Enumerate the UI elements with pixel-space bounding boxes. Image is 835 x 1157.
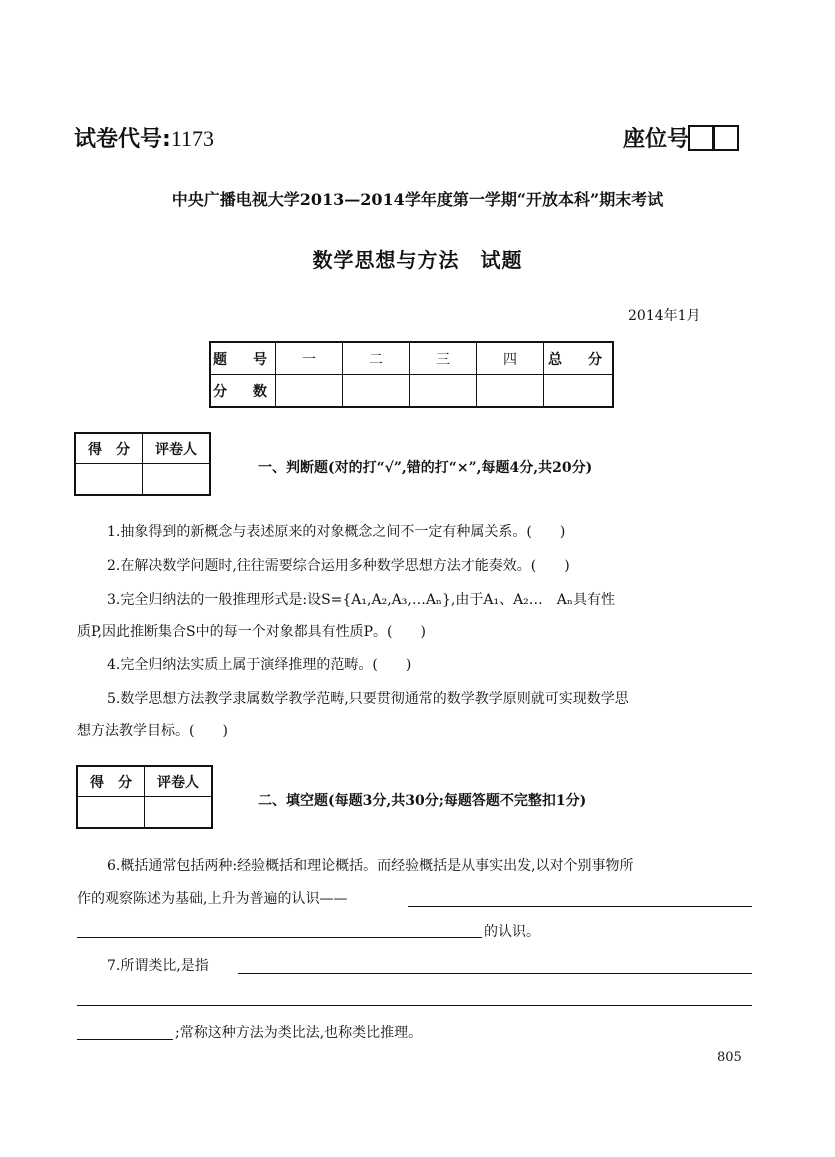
- seat-box-2: [713, 125, 739, 151]
- grader-name-cell[interactable]: [145, 797, 213, 829]
- score-table-row: [210, 375, 613, 408]
- answer-blank[interactable]: [238, 973, 752, 974]
- score-cell: 题 号: [210, 342, 276, 375]
- grader-box: [76, 765, 213, 829]
- question-3-line-2: 质P,因此推断集合S中的每一个对象都具有性质P。( ): [77, 624, 426, 640]
- grader-name-cell[interactable]: [143, 464, 211, 496]
- page-number: 805: [717, 1050, 742, 1065]
- question-6-line-1: 6.概括通常包括两种:经验概括和理论概括。而经验概括是从事实出发,以对个别事物所: [107, 858, 634, 874]
- paper-code-label: 试卷代号:: [74, 127, 171, 152]
- score-cell[interactable]: [343, 375, 410, 408]
- grader-score-label: 得 分: [77, 766, 145, 797]
- question-3-line-1: 3.完全归纳法的一般推理形式是:设S={A₁,A₂,A₃,…Aₙ},由于A₁、A₂… Aₙ具有性: [107, 592, 615, 608]
- seat-box-1: [688, 125, 714, 151]
- answer-blank[interactable]: [408, 906, 752, 907]
- grader-box: [74, 432, 211, 496]
- score-cell: 三: [410, 342, 477, 375]
- answer-blank[interactable]: [77, 1039, 173, 1040]
- score-cell[interactable]: [410, 375, 477, 408]
- score-cell: 二: [343, 342, 410, 375]
- exam-title: 数学思想与方法 试题: [312, 248, 523, 272]
- section-1-title: 一、判断题(对的打“√”,错的打“×”,每题4分,共20分): [258, 460, 593, 476]
- score-table-row: [210, 342, 613, 375]
- score-cell[interactable]: [477, 375, 544, 408]
- seat-label: 座位号: [623, 127, 690, 152]
- grader-score-cell[interactable]: [77, 797, 145, 829]
- question-6-line-3: 的认识。: [484, 924, 540, 940]
- question-4: 4.完全归纳法实质上属于演绎推理的范畴。( ): [107, 657, 412, 673]
- score-cell: 四: [477, 342, 544, 375]
- grader-score-label: 得 分: [75, 433, 143, 464]
- question-5-line-2: 想方法教学目标。( ): [77, 723, 228, 739]
- seat-number: [623, 122, 739, 153]
- score-cell[interactable]: [544, 375, 614, 408]
- score-table: [209, 341, 614, 408]
- answer-blank[interactable]: [77, 937, 482, 938]
- score-cell: 总 分: [544, 342, 614, 375]
- answer-blank[interactable]: [77, 1005, 752, 1006]
- score-cell: 一: [276, 342, 343, 375]
- question-1: 1.抽象得到的新概念与表述原来的对象概念之间不一定有种属关系。( ): [107, 524, 566, 540]
- grader-name-label: 评卷人: [143, 433, 211, 464]
- score-cell: 分 数: [210, 375, 276, 408]
- exam-date: 2014年1月: [628, 308, 701, 324]
- section-2-title: 二、填空题(每题3分,共30分;每题答题不完整扣1分): [258, 793, 587, 809]
- paper-code-value: 1173: [170, 126, 214, 151]
- university-line: 中央广播电视大学2013—2014学年度第一学期“开放本科”期末考试: [171, 190, 664, 209]
- paper-code: [74, 122, 214, 153]
- question-7-line-1: 7.所谓类比,是指: [107, 958, 209, 974]
- question-6-line-2: 作的观察陈述为基础,上升为普遍的认识——: [77, 891, 348, 907]
- grader-score-cell[interactable]: [75, 464, 143, 496]
- question-2: 2.在解决数学问题时,往往需要综合运用多种数学思想方法才能奏效。( ): [107, 558, 570, 574]
- score-cell[interactable]: [276, 375, 343, 408]
- question-7-line-3: ;常称这种方法为类比法,也称类比推理。: [175, 1025, 423, 1041]
- question-5-line-1: 5.数学思想方法教学隶属数学教学范畴,只要贯彻通常的数学教学原则就可实现数学思: [107, 691, 629, 707]
- grader-name-label: 评卷人: [145, 766, 213, 797]
